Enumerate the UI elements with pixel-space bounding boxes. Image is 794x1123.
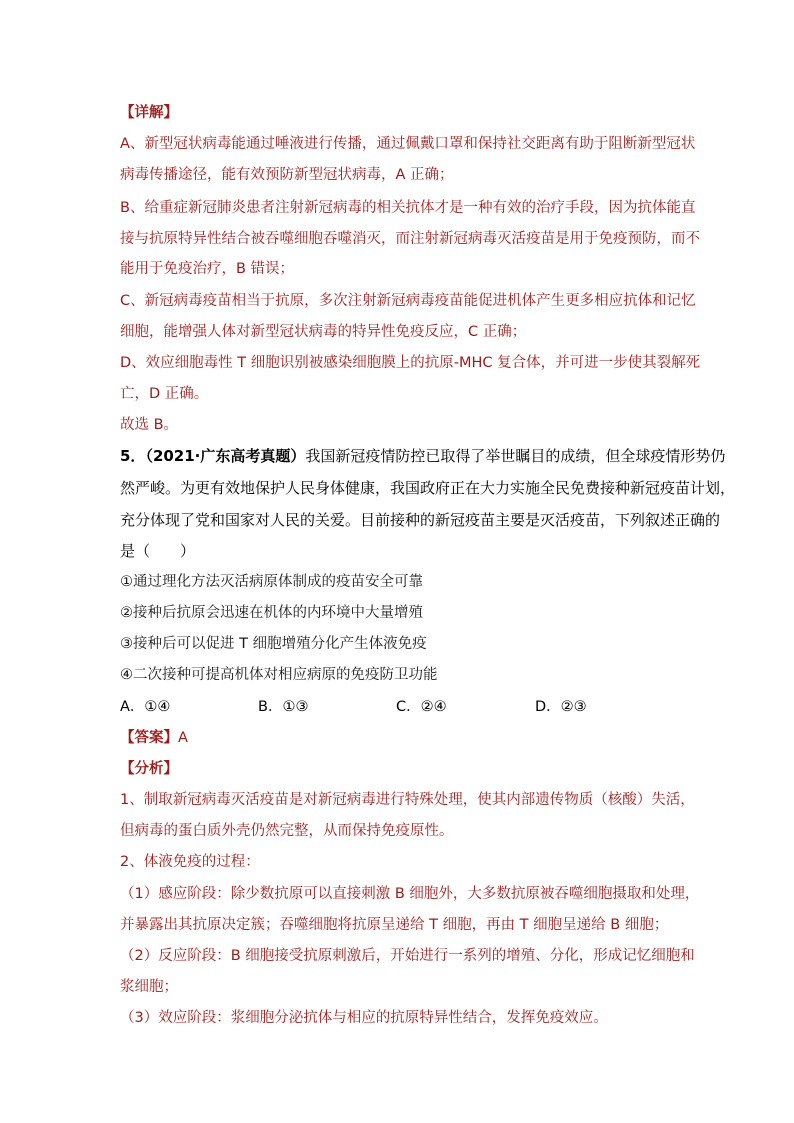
- detail-a-line-1: A、新型冠状病毒能通过唾液进行传播，通过佩戴口罩和保持社交距离有助于阻断新型冠状: [120, 136, 696, 152]
- question-stem-line-1: [120, 446, 725, 466]
- detail-heading: 【详解】: [120, 105, 178, 121]
- question-stem-line-2: 然严峻。为更有效地保护人民身体健康，我国政府正在大力实施全民免费接种新冠疫苗计划，: [120, 479, 736, 497]
- question-item-4: ④二次接种可提高机体对相应病原的免疫防卫功能: [120, 667, 438, 683]
- detail-b-line-3: 能用于免疫治疗，B 错误；: [120, 261, 295, 277]
- detail-b-line-1: B、给重症新冠肺炎患者注射新冠病毒的相关抗体才是一种有效的治疗手段，因为抗体能直: [120, 200, 696, 216]
- detail-d-line-1: D、效应细胞毒性 T 细胞识别被感染细胞膜上的抗原-MHC 复合体，并可进一步使其裂解死: [120, 355, 701, 371]
- answer-label: 【答案】: [120, 730, 178, 746]
- detail-d-line-2: 亡，D 正确。: [120, 386, 209, 402]
- analysis-p1-line-1: 1、制取新冠病毒灭活疫苗是对新冠病毒进行特殊处理，使其内部遗传物质（核酸）失活，: [120, 792, 695, 808]
- question-item-3: ③接种后可以促进 T 细胞增殖分化产生体液免疫: [120, 636, 427, 652]
- answer-value: A: [178, 730, 188, 746]
- analysis-s2-line-1: （2）反应阶段：B 细胞接受抗原刺激后，开始进行一系列的增殖、分化，形成记忆细胞和: [120, 948, 695, 964]
- analysis-s2-line-2: 浆细胞；: [120, 979, 178, 995]
- question-source: （2021·广东高考真题）: [145, 447, 306, 465]
- question-item-1: ①通过理化方法灭活病原体制成的疫苗安全可靠: [120, 574, 423, 590]
- question-item-2: ②接种后抗原会迅速在机体的内环境中大量增殖: [120, 605, 423, 621]
- answer-line: [120, 728, 188, 748]
- analysis-s1-line-1: （1）感应阶段：除少数抗原可以直接刺激 B 细胞外，大多数抗原被吞噬细胞摄取和处理，: [120, 886, 700, 902]
- detail-c-line-2: 细胞，能增强人体对新型冠状病毒的特异性免疫反应，C 正确；: [120, 324, 527, 340]
- analysis-p2: 2、体液免疫的过程：: [120, 854, 260, 870]
- analysis-heading: 【分析】: [120, 761, 178, 777]
- question-stem-line-4: 是（ ）: [120, 542, 196, 560]
- option-d: D．②③: [535, 699, 587, 715]
- question-number: 5．: [120, 447, 146, 465]
- analysis-p1-line-2: 但病毒的蛋白质外壳仍然完整，从而保持免疫原性。: [120, 823, 454, 839]
- option-b: B．①③: [258, 699, 309, 715]
- detail-c-line-1: C、新冠病毒疫苗相当于抗原，多次注射新冠病毒疫苗能促进机体产生更多相应抗体和记忆: [120, 293, 696, 309]
- question-stem-text-1: 我国新冠疫情防控已取得了举世瞩目的成绩，但全球疫情形势仍: [305, 447, 726, 465]
- analysis-s3: （3）效应阶段：浆细胞分泌抗体与相应的抗原特异性结合，发挥免疫效应。: [120, 1010, 608, 1026]
- detail-a-line-2: 病毒传播途径，能有效预防新型冠状病毒，A 正确；: [120, 167, 454, 183]
- detail-b-line-2: 接与抗原特异性结合被吞噬细胞吞噬消灭，而注射新冠病毒灭活疫苗是用于免疫预防，而不: [120, 231, 700, 247]
- option-a: A．①④: [120, 699, 171, 715]
- question-stem-line-3: 充分体现了党和国家对人民的关爱。目前接种的新冠疫苗主要是灭活疫苗，下列叙述正确的: [120, 511, 721, 529]
- option-c: C．②④: [396, 699, 447, 715]
- analysis-s1-line-2: 并暴露出其抗原决定簇；吞噬细胞将抗原呈递给 T 细胞，再由 T 细胞呈递给 B 细胞；: [120, 917, 669, 933]
- detail-conclusion: 故选 B。: [120, 417, 179, 433]
